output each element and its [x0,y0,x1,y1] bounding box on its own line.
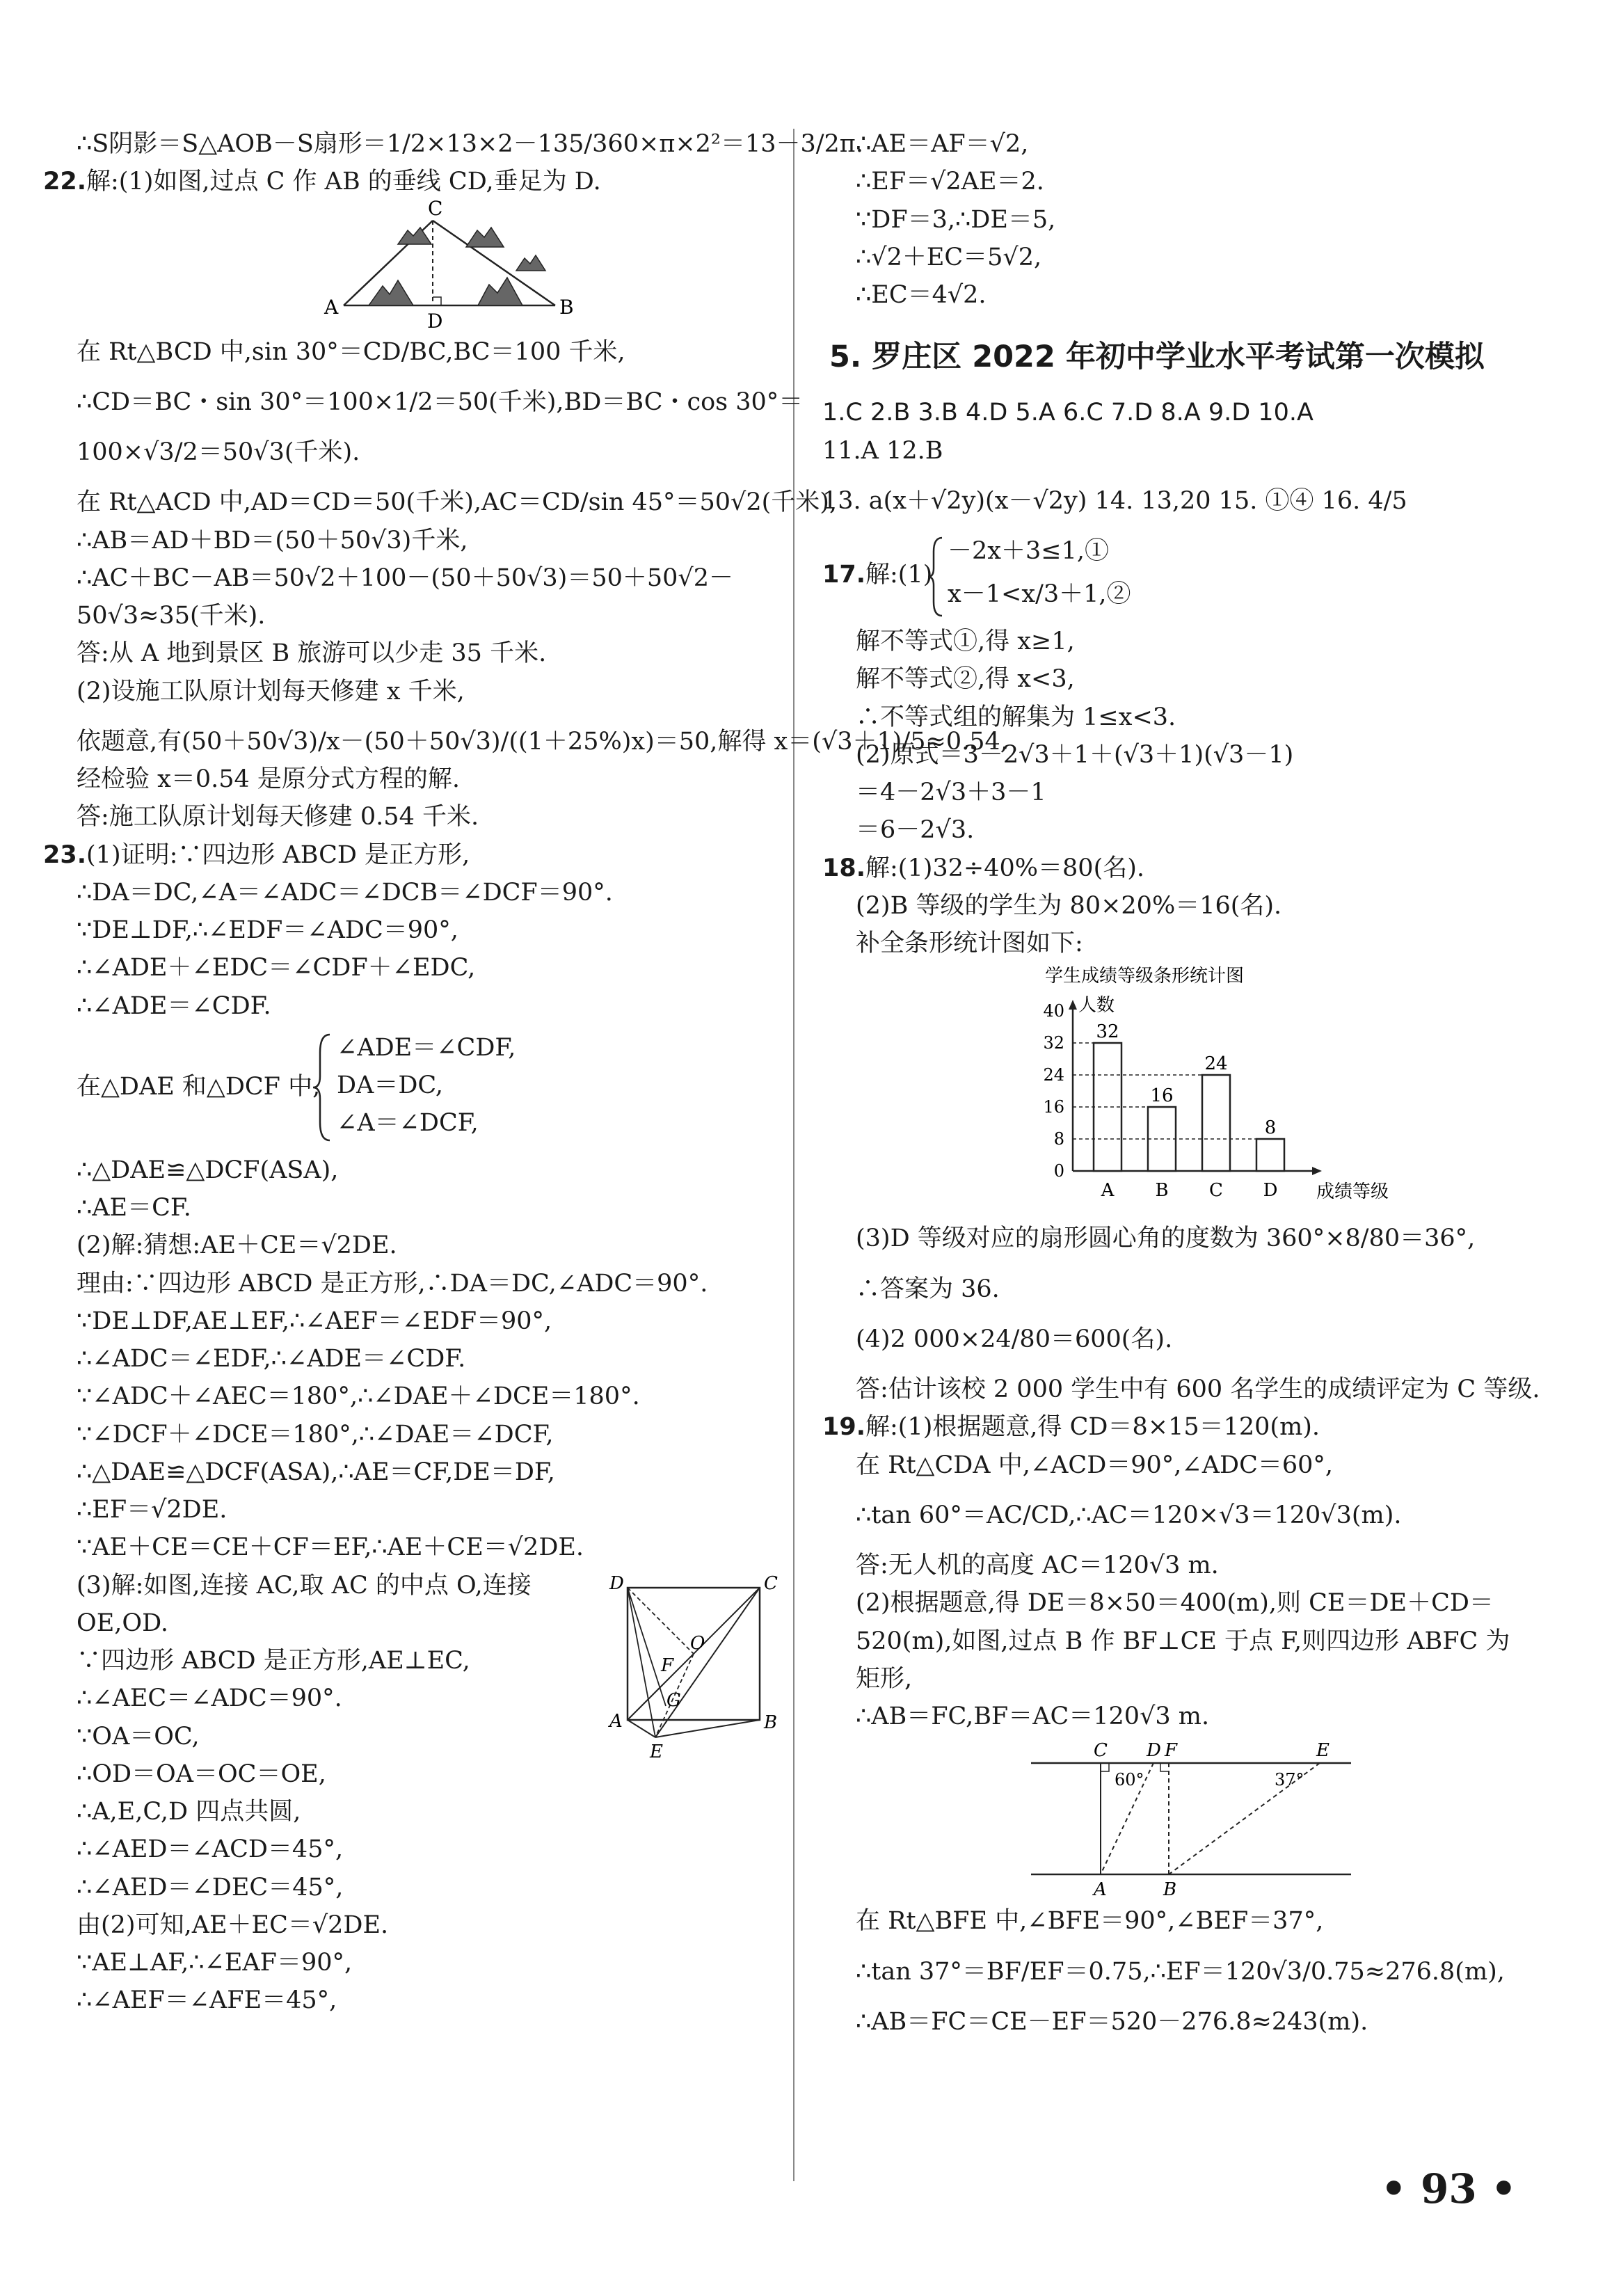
angle-37: 37° [1275,1770,1304,1790]
text-line: ∵DE⊥DF,AE⊥EF,∴∠AEF＝∠EDF＝90°, [77,1307,552,1335]
data-label: 16 [1150,1085,1174,1107]
data-label: 24 [1204,1053,1228,1075]
y-axis-arrow [1069,1000,1077,1010]
text-line: ∴AE＝AF＝√2, [856,130,1029,158]
text-line: ∴AB＝FC＝CE－EF＝520－276.8≈243(m). [856,2007,1368,2036]
text-line: ∴EC＝4√2. [856,281,987,309]
text-line: ∴OD＝OA＝OC＝OE, [77,1760,326,1788]
text-line: (3)D 等级对应的扇形圆心角的度数为 360°×8/80＝36°, [856,1225,1476,1253]
text-line: ∵∠DCF＋∠DCE＝180°,∴∠DAE＝∠DCF, [77,1420,554,1449]
text-line: 答:从 A 地到景区 B 旅游可以少走 35 千米. [77,639,547,668]
square-geometry-figure [600,1567,781,1762]
triangle-mountain-diagram [308,196,600,333]
text-line: ∴EF＝√2DE. [77,1496,227,1524]
label-D: D [427,309,443,333]
brace-lead: 在△DAE 和△DCF 中, [77,1072,321,1101]
text-line: ∵∠ADC＋∠AEC＝180°,∴∠DAE＋∠DCE＝180°. [77,1382,640,1411]
text-line: ∴答案为 36. [856,1275,1000,1303]
label-F: F [1165,1740,1178,1762]
q22-figure [43,196,781,333]
y-tick-label: 24 [1043,1065,1064,1085]
label-E: E [1316,1740,1329,1762]
x-axis-arrow [1312,1167,1322,1175]
text-line: ∵四边形 ABCD 是正方形,AE⊥EC, [77,1647,470,1675]
x-tick-label: B [1155,1180,1169,1202]
column-divider [793,129,794,2181]
text-line: ∴∠ADC＝∠EDF,∴∠ADE＝∠CDF. [77,1345,466,1373]
label-B: B [559,295,574,319]
q17-number: 17. [822,561,866,589]
section-title: 5. 罗庄区 2022 年初中学业水平考试第一次模拟 [829,340,1485,375]
text-line: ∴DA＝DC,∠A＝∠ADC＝∠DCB＝∠DCF＝90°. [77,878,613,907]
brace-item: ∠ADE＝∠CDF, [337,1033,516,1062]
drone-diagram [1031,1735,1379,1902]
text-line: 补全条形统计图如下: [856,930,1083,957]
text-line: ∴不等式组的解集为 1≤x<3. [856,703,1176,731]
text-line: ∴AC＋BC－AB＝50√2＋100－(50＋50√3)＝50＋50√2－ [77,564,733,592]
right-column [822,125,1560,2041]
text-line: (2)B 等级的学生为 80×20%＝16(名). [856,891,1282,920]
text-line: ∴∠AEF＝∠AFE＝45°, [77,1986,337,2015]
q19-figure [822,1735,1560,1902]
text-line: 100×√3/2＝50√3(千米). [77,438,360,466]
bar-chart-svg [1017,962,1389,1220]
q17-head [822,556,932,593]
q18-head-text: 解:(1)32÷40%＝80(名). [865,854,1145,882]
y-tick-label: 32 [1043,1033,1064,1053]
data-label: 8 [1264,1117,1277,1139]
text-line: (4)2 000×24/80＝600(名). [856,1325,1173,1353]
text-line: ∴AE＝CF. [77,1194,191,1222]
label-C: C [1094,1740,1108,1762]
text-line: (2)原式＝3－2√3＋1＋(√3＋1)(√3－1) [856,740,1294,769]
left-brace [312,1032,333,1143]
label-A: A [609,1710,623,1732]
text-line: ∴AB＝AD＋BD＝(50＋50√3)千米, [77,526,468,555]
q22-head [43,163,781,200]
brace-system [43,1029,781,1147]
label-C: C [428,196,443,220]
text-line: ＝4－2√3＋3－1 [856,779,1046,806]
y-axis-label: 人数 [1078,995,1115,1017]
data-label: 32 [1096,1021,1119,1043]
x-tick-label: C [1209,1180,1223,1202]
label-C: C [764,1572,778,1594]
text-line: ∴EF＝√2AE＝2. [856,168,1044,196]
text-line: ∴CD＝BC・sin 30°＝100×1/2＝50(千米),BD＝BC・cos 30°＝ [77,388,804,416]
text-line: OE,OD. [77,1609,169,1637]
text-line: 由(2)可知,AE＋EC＝√2DE. [77,1911,389,1939]
q23-head-text: (1)证明:∵四边形 ABCD 是正方形, [86,840,470,869]
y-tick-label: 8 [1053,1129,1064,1149]
x-axis-label: 成绩等级 [1316,1181,1389,1203]
text-line: 50√3≈35(千米). [77,602,266,630]
text-line: ∴∠ADE＋∠EDC＝∠CDF＋∠EDC, [77,954,476,982]
q18-head [822,850,1560,887]
text-line: ∴∠ADE＝∠CDF. [77,991,271,1020]
label-B: B [1163,1879,1177,1901]
q19-head [822,1408,1560,1446]
brace-item: －2x＋3≤1,① [948,537,1109,565]
text-line: ∵OA＝OC, [77,1722,200,1751]
text-line: 理由:∵四边形 ABCD 是正方形,∴DA＝DC,∠ADC＝90°. [77,1269,708,1298]
text-line: 答:估计该校 2 000 学生中有 600 名学生的成绩评定为 C 等级. [856,1376,1540,1403]
label-G: G [666,1689,681,1711]
text-line: ∴tan 37°＝BF/EF＝0.75,∴EF＝120√3/0.75≈276.8(m), [856,1957,1505,1986]
q23-head [43,836,781,874]
label-A: A [1094,1879,1107,1901]
text-line: 在 Rt△CDA 中,∠ACD＝90°,∠ADC＝60°, [856,1451,1334,1479]
chart-title: 学生成绩等级条形统计图 [1045,966,1245,987]
text-line: (2)根据题意,得 DE＝8×50＝400(m),则 CE＝DE＋CD＝ [856,1589,1494,1618]
text-line: 在 Rt△BCD 中,sin 30°＝CD/BC,BC＝100 千米, [77,337,625,366]
text-line: (2)解:猜想:AE＋CE＝√2DE. [77,1231,397,1260]
label-F: F [661,1655,674,1676]
q22-head-text: 解:(1)如图,过点 C 作 AB 的垂线 CD,垂足为 D. [86,168,601,196]
left-brace [927,535,945,619]
mountain-icon [369,228,545,305]
q17-system [822,532,1560,623]
text-line: 解不等式①,得 x≥1, [856,628,1075,655]
text-line: 在 Rt△ACD 中,AD＝CD＝50(千米),AC＝CD/sin 45°＝50√2(千米), [77,488,838,517]
text-line: 520(m),如图,过点 B 作 BF⊥CE 于点 F,则四边形 ABFC 为 [856,1627,1510,1655]
text-line: ＝6－2√3. [856,816,975,845]
x-tick-label: D [1263,1180,1278,1202]
text-line: ∵AE＋CE＝CE＋CF＝EF,∴AE＋CE＝√2DE. [77,1533,584,1562]
label-B: B [764,1712,778,1733]
label-A: A [324,295,339,319]
q17-head-text: 解:(1) [865,561,933,589]
text-line: ∴tan 60°＝AC/CD,∴AC＝120×√3＝120√3(m). [856,1501,1402,1529]
bar-D [1256,1139,1284,1171]
q18-number: 18. [822,854,866,882]
brace-item: x－1<x/3＋1,② [948,580,1131,608]
bar-chart [822,962,1560,1220]
text-line: ∴∠AEC＝∠ADC＝90°. [77,1684,342,1713]
q23-number: 23. [43,840,87,869]
text-line: ∴√2＋EC＝5√2, [856,243,1042,271]
text-line: ∴∠AED＝∠ACD＝45°, [77,1835,344,1864]
text-line: ∴△DAE≌△DCF(ASA),∴AE＝CF,DE＝DF, [77,1458,555,1486]
label-D: D [1147,1740,1161,1762]
x-tick-label: A [1101,1180,1115,1202]
page-number: • 93 • [1380,2165,1517,2213]
label-D: D [609,1572,624,1594]
text-line: ∵DF＝3,∴DE＝5, [856,205,1056,234]
brace-item: ∠A＝∠DCF, [337,1108,479,1137]
label-E: E [650,1741,663,1762]
text-line: ∴△DAE≌△DCF(ASA), [77,1156,339,1184]
text-line: ∵AE⊥AF,∴∠EAF＝90°, [77,1949,353,1977]
answers-row: 13. a(x＋√2y)(x－√2y) 14. 13,20 15. ①④ 16. 4/5 [822,486,1407,515]
text-line: 矩形, [856,1664,913,1693]
text-line: ∴AB＝FC,BF＝AC＝120√3 m. [856,1703,1210,1730]
q23-part3 [43,1567,781,2020]
text-line: (3)解:如图,连接 AC,取 AC 的中点 O,连接 [77,1571,532,1600]
y-tick-label: 0 [1053,1161,1064,1181]
y-tick-label: 16 [1043,1097,1064,1117]
answers-row: 11.A 12.B [822,436,943,465]
q19-number: 19. [822,1413,866,1442]
q19-head-text: 解:(1)根据题意,得 CD＝8×15＝120(m). [865,1413,1320,1442]
text-line: 经检验 x＝0.54 是原分式方程的解. [77,765,461,793]
q22-number: 22. [43,168,87,196]
text-line: ∴S阴影＝S△AOB－S扇形＝1/2×13×2－135/360×π×2²＝13－3/2π. [77,130,863,158]
angle-60: 60° [1115,1770,1144,1790]
text-line: ∴A,E,C,D 四点共圆, [77,1798,301,1826]
text-line: 答:施工队原计划每天修建 0.54 千米. [77,803,479,831]
text-line: 答:无人机的高度 AC＝120√3 m. [856,1552,1219,1579]
text-line: (2)设施工队原计划每天修建 x 千米, [77,677,465,705]
y-tick-label: 40 [1043,1001,1064,1021]
bar-C [1202,1075,1230,1171]
brace-item: DA＝DC, [337,1071,444,1099]
text-line: ∴∠AED＝∠DEC＝45°, [77,1873,344,1902]
answers-row: 1.C 2.B 3.B 4.D 5.A 6.C 7.D 8.A 9.D 10.A [822,399,1313,427]
label-O: O [690,1632,705,1654]
text-line: ∵DE⊥DF,∴∠EDF＝∠ADC＝90°, [77,916,458,944]
text-line: 解不等式②,得 x<3, [856,665,1075,694]
text-line: 在 Rt△BFE 中,∠BFE＝90°,∠BEF＝37°, [856,1907,1324,1936]
text-line: 依题意,有(50＋50√3)/x－(50＋50√3)/((1＋25%)x)＝50,解得 x＝(√3＋1)/5≈0.54, [77,727,1008,756]
